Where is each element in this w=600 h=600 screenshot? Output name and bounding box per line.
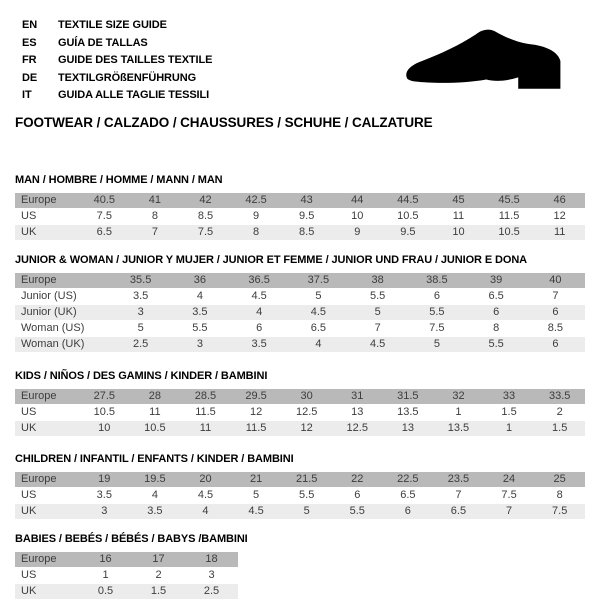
size-value-cell: 3 — [79, 504, 130, 519]
row-label-cell: US — [21, 489, 37, 501]
size-value-cell: 38 — [348, 273, 407, 288]
size-table — [15, 272, 585, 353]
size-value-cell: 12 — [553, 210, 566, 222]
size-value-cell: 1 — [455, 406, 462, 418]
language-title: GUIDE DES TAILLES TEXTILE — [58, 54, 213, 66]
size-value-cell: 7.5 — [96, 210, 112, 222]
language-code: EN — [22, 19, 38, 31]
size-value-cell: 40.5 — [79, 193, 130, 208]
size-value-cell: 5.5 — [299, 489, 315, 501]
row-label-cell: UK — [15, 421, 79, 436]
size-value-cell: 5.5 — [369, 290, 386, 302]
size-value-cell: 21 — [231, 472, 282, 487]
size-value-cell: 8.5 — [547, 322, 564, 334]
size-value-cell: 3.5 — [130, 504, 181, 519]
size-table-section — [15, 174, 585, 241]
size-value-cell: 10 — [79, 421, 130, 436]
size-value-cell: 7 — [455, 489, 462, 501]
size-value-cell: 12 — [249, 406, 263, 418]
size-value-cell: 7 — [484, 504, 535, 519]
size-value-cell: 2.5 — [111, 337, 170, 352]
size-value-cell: 3 — [170, 337, 229, 352]
size-value-cell: 40 — [526, 273, 585, 288]
size-value-cell: 3 — [111, 305, 170, 320]
table-header-row — [15, 389, 585, 404]
size-value-cell: 3.5 — [132, 290, 149, 302]
size-value-cell: 4 — [230, 305, 289, 320]
size-value-cell: 13.5 — [397, 406, 419, 418]
size-value-cell: 12.5 — [295, 406, 318, 418]
category-title: FOOTWEAR / CALZADO / CHAUSSURES / SCHUHE / CALZATURE — [15, 114, 433, 130]
language-title: GUIDA ALLE TAGLIE TESSILI — [58, 89, 210, 101]
size-value-cell: 3.5 — [170, 305, 229, 320]
size-value-cell: 36 — [170, 273, 229, 288]
table-header-row — [15, 193, 585, 208]
size-value-cell: 45 — [433, 193, 484, 208]
size-value-cell: 11 — [534, 225, 585, 240]
language-title: GUÍA DE TALLAS — [58, 36, 148, 49]
size-value-cell: 5.5 — [192, 322, 208, 334]
size-value-cell: 8 — [493, 322, 500, 334]
language-code: FR — [22, 54, 37, 66]
size-value-cell: 9 — [253, 210, 260, 222]
size-value-cell: 5 — [348, 305, 407, 320]
size-value-cell: 4 — [180, 504, 231, 519]
size-value-cell: 11 — [180, 421, 231, 436]
size-value-cell: 1.5 — [534, 421, 585, 436]
row-label-cell: US — [21, 210, 37, 222]
size-value-cell: 29.5 — [231, 389, 282, 404]
size-value-cell: 39 — [467, 273, 526, 288]
size-value-cell: 18 — [185, 552, 238, 567]
table-header-row — [15, 472, 585, 487]
table-row — [15, 305, 585, 320]
size-value-cell: 31.5 — [383, 389, 434, 404]
table-row — [15, 209, 585, 224]
size-value-cell: 10 — [351, 210, 364, 222]
size-value-cell: 44.5 — [383, 193, 434, 208]
size-value-cell: 6 — [383, 504, 434, 519]
size-value-cell: 3 — [208, 569, 215, 581]
size-value-cell: 11 — [452, 210, 465, 222]
row-label-cell: Europe — [15, 552, 79, 567]
row-label-cell: US — [21, 569, 37, 581]
size-value-cell: 5 — [253, 489, 260, 501]
size-value-cell: 19.5 — [130, 472, 181, 487]
size-table-section — [15, 370, 585, 437]
dress-shoe-icon — [402, 26, 582, 98]
size-value-cell: 7 — [130, 225, 181, 240]
size-value-cell: 36.5 — [230, 273, 289, 288]
size-value-cell: 20 — [180, 472, 231, 487]
size-value-cell: 4.5 — [197, 489, 214, 501]
size-value-cell: 2.5 — [185, 584, 238, 599]
size-table — [15, 388, 585, 437]
size-value-cell: 10.5 — [130, 421, 181, 436]
section-title: KIDS / NIÑOS / DES GAMINS / KINDER / BAMBINI — [15, 369, 268, 382]
size-value-cell: 12 — [281, 421, 332, 436]
size-value-cell: 7 — [552, 290, 559, 302]
size-value-cell: 4.5 — [231, 504, 282, 519]
size-value-cell: 6.5 — [310, 322, 327, 334]
row-label-cell: Europe — [15, 389, 79, 404]
table-row — [15, 421, 585, 436]
size-value-cell: 33.5 — [534, 389, 585, 404]
size-value-cell: 46 — [534, 193, 585, 208]
size-value-cell: 1 — [484, 421, 535, 436]
size-value-cell: 4 — [196, 290, 203, 302]
size-table — [15, 471, 585, 520]
language-title: TEXTILE SIZE GUIDE — [58, 19, 167, 31]
size-tables-container — [15, 174, 585, 600]
size-value-cell: 27.5 — [79, 389, 130, 404]
size-value-cell: 13.5 — [433, 421, 484, 436]
size-value-cell: 8 — [556, 489, 563, 501]
size-value-cell: 35.5 — [111, 273, 170, 288]
size-value-cell: 17 — [132, 552, 185, 567]
size-value-cell: 21.5 — [281, 472, 332, 487]
size-value-cell: 4.5 — [348, 337, 407, 352]
language-title: TEXTILGRÖßENFÜHRUNG — [58, 71, 197, 84]
section-title: JUNIOR & WOMAN / JUNIOR Y MUJER / JUNIOR ET FEMME / JUNIOR UND FRAU / JUNIOR E DONA — [15, 253, 528, 266]
size-value-cell: 42.5 — [231, 193, 282, 208]
size-value-cell: 8.5 — [197, 210, 214, 222]
size-value-cell: 8 — [231, 225, 282, 240]
size-value-cell: 10.5 — [397, 210, 419, 222]
size-table-section — [15, 453, 585, 520]
table-row — [15, 568, 238, 583]
size-value-cell: 37.5 — [289, 273, 348, 288]
table-row — [15, 337, 585, 352]
size-value-cell: 4 — [151, 489, 158, 501]
section-title: BABIES / BEBÉS / BÉBÉS / BABYS /BAMBINI — [15, 532, 248, 545]
size-value-cell: 30 — [281, 389, 332, 404]
size-value-cell: 0.5 — [79, 584, 132, 599]
table-row — [15, 405, 585, 420]
size-value-cell: 11.5 — [195, 406, 216, 418]
size-value-cell: 7.5 — [534, 504, 585, 519]
row-label-cell: Woman (UK) — [15, 337, 111, 352]
size-value-cell: 28 — [130, 389, 181, 404]
size-value-cell: 25 — [534, 472, 585, 487]
size-value-cell: 8.5 — [281, 225, 332, 240]
size-value-cell: 3.5 — [230, 337, 289, 352]
size-value-cell: 5.5 — [332, 504, 383, 519]
size-value-cell: 1.5 — [501, 406, 517, 418]
section-title: CHILDREN / INFANTIL / ENFANTS / KINDER / BAMBINI — [15, 452, 294, 465]
size-value-cell: 11.5 — [231, 421, 282, 436]
size-value-cell: 32 — [433, 389, 484, 404]
size-value-cell: 12.5 — [332, 421, 383, 436]
table-row — [15, 584, 238, 599]
size-value-cell: 5 — [281, 504, 332, 519]
table-header-row — [15, 273, 585, 288]
size-value-cell: 11.5 — [498, 210, 520, 222]
size-value-cell: 6.5 — [488, 290, 504, 302]
size-value-cell: 6.5 — [433, 504, 484, 519]
size-value-cell: 2 — [155, 569, 162, 581]
size-value-cell: 7.5 — [429, 322, 445, 334]
size-value-cell: 1 — [102, 569, 109, 581]
table-header-row — [15, 552, 238, 567]
size-table — [15, 551, 238, 600]
table-row — [15, 321, 585, 336]
size-table — [15, 192, 585, 241]
row-label-cell: Junior (UK) — [15, 305, 111, 320]
size-value-cell: 43 — [281, 193, 332, 208]
size-value-cell: 6.5 — [400, 489, 416, 501]
size-value-cell: 5 — [315, 290, 322, 302]
size-value-cell: 3.5 — [96, 489, 112, 501]
size-value-cell: 4.5 — [289, 305, 348, 320]
size-value-cell: 42 — [180, 193, 231, 208]
size-value-cell: 6 — [526, 305, 585, 320]
size-value-cell: 4.5 — [251, 290, 267, 302]
section-title: MAN / HOMBRE / HOMME / MANN / MAN — [15, 173, 223, 186]
size-value-cell: 1.5 — [132, 584, 185, 599]
size-table-section — [15, 533, 585, 600]
language-code: ES — [22, 36, 37, 49]
size-value-cell: 5.5 — [407, 305, 466, 320]
size-value-cell: 22.5 — [383, 472, 434, 487]
size-value-cell: 10 — [433, 225, 484, 240]
row-label-cell: Woman (US) — [21, 322, 85, 334]
language-code: IT — [22, 89, 32, 101]
size-value-cell: 9 — [332, 225, 383, 240]
row-label-cell: UK — [15, 504, 79, 519]
size-value-cell: 23.5 — [433, 472, 484, 487]
size-value-cell: 5 — [407, 337, 466, 352]
size-value-cell: 8 — [151, 210, 158, 222]
size-value-cell: 11 — [149, 406, 161, 418]
size-value-cell: 10.5 — [93, 406, 115, 418]
size-value-cell: 6 — [526, 337, 585, 352]
table-row — [15, 225, 585, 240]
row-label-cell: Europe — [15, 472, 79, 487]
size-value-cell: 33 — [484, 389, 535, 404]
size-value-cell: 10.5 — [484, 225, 535, 240]
size-value-cell: 6 — [467, 305, 526, 320]
size-value-cell: 31 — [332, 389, 383, 404]
size-value-cell: 24 — [484, 472, 535, 487]
table-row — [15, 289, 585, 304]
size-value-cell: 5 — [137, 322, 144, 334]
size-value-cell: 41 — [130, 193, 181, 208]
size-value-cell: 7 — [374, 322, 381, 334]
size-table-section — [15, 254, 585, 353]
size-value-cell: 6 — [433, 290, 440, 302]
size-value-cell: 45.5 — [484, 193, 535, 208]
row-label-cell: Europe — [15, 193, 79, 208]
size-value-cell: 6 — [256, 322, 263, 334]
row-label-cell: US — [21, 406, 37, 418]
row-label-cell: UK — [15, 225, 79, 240]
size-value-cell: 4 — [289, 337, 348, 352]
size-value-cell: 19 — [79, 472, 130, 487]
table-row — [15, 488, 585, 503]
size-value-cell: 9.5 — [299, 210, 315, 222]
size-value-cell: 2 — [556, 406, 563, 418]
size-value-cell: 13 — [383, 421, 434, 436]
size-value-cell: 9.5 — [383, 225, 434, 240]
row-label-cell: Junior (US) — [21, 290, 77, 302]
size-value-cell: 16 — [79, 552, 132, 567]
size-value-cell: 6 — [354, 489, 361, 501]
size-value-cell: 13 — [351, 406, 364, 418]
size-value-cell: 44 — [332, 193, 383, 208]
size-value-cell: 22 — [332, 472, 383, 487]
size-value-cell: 5.5 — [467, 337, 526, 352]
size-value-cell: 6.5 — [79, 225, 130, 240]
row-label-cell: Europe — [15, 273, 111, 288]
size-value-cell: 7.5 — [501, 489, 517, 501]
size-value-cell: 28.5 — [180, 389, 231, 404]
row-label-cell: UK — [15, 584, 79, 599]
size-value-cell: 38.5 — [407, 273, 466, 288]
size-value-cell: 7.5 — [180, 225, 231, 240]
language-code: DE — [22, 71, 38, 84]
table-row — [15, 504, 585, 519]
